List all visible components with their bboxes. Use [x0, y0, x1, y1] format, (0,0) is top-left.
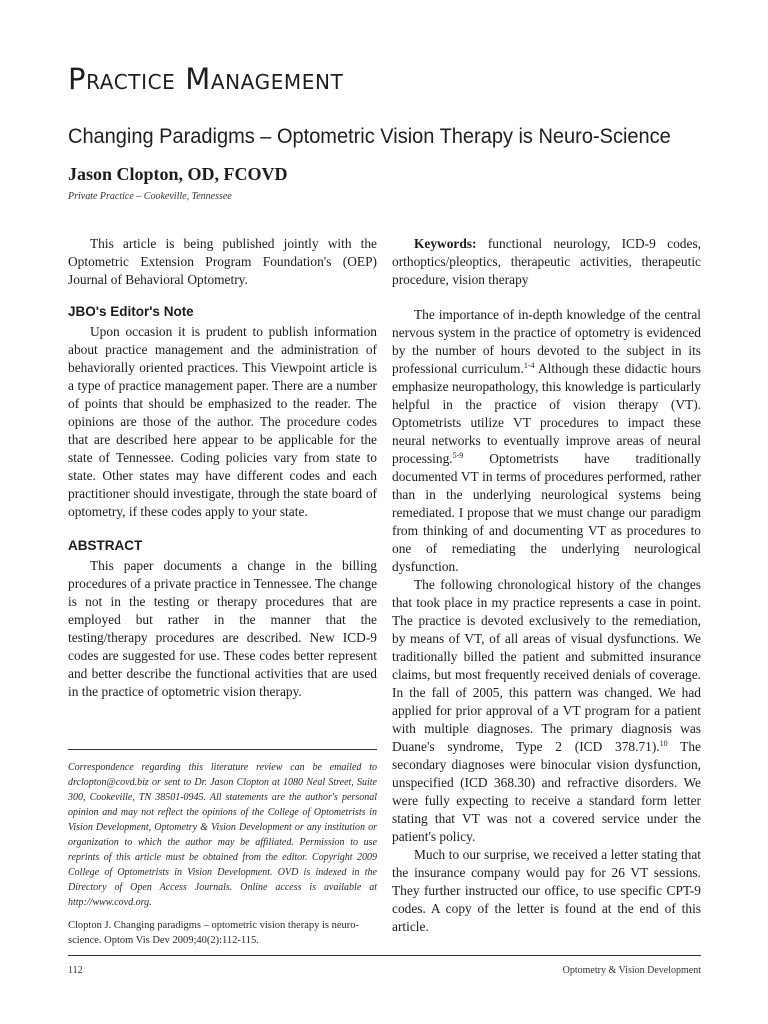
article-title: Changing Paradigms – Optometric Vision Therapy is Neuro-Science — [68, 124, 671, 148]
page-number: 112 — [68, 965, 83, 976]
footer-divider — [68, 955, 701, 956]
body-paragraph-2: The following chronological history of the changes that took place in my practice represents a case in point. The practice is devoted exclusively to the remediation, by means of VT, of all areas of visual dysfunctions. We traditionally billed the patient and submitted insurance claims, but most frequently received denials of coverage. In the fall of 2005, this pattern was changed. We had applied for prior approval of a VT program for a patient with multiple diagnoses. The primary diagnosis was Duane's syndrome, Type 2 (ICD 378.71).$^{10}$ The secondary diagnoses were binocular vision dysfunction, unspecified (ICD 368.30) and refractive disorders. We were fully expecting to receive a standard form letter stating that VT was not a covered service under the patient's policy. — [392, 577, 701, 844]
left-column — [68, 235, 377, 701]
keywords-line — [392, 235, 701, 289]
keywords-label: Keywords: — [414, 236, 477, 251]
editors-note-paragraph: Upon occasion it is prudent to publish information about practice management and the administration of behaviorally oriented practices. This Viewpoint article is a type of practice management paper. There are a number of points that should be emphasized to the reader. The opinions are those of the author. The procedure codes that are described here appear to be applicable for the state of Tennessee. Coding policies vary from state to state. Other states may have different codes and each practitioner should investigate, through the state board of optometry, if these codes apply to your state. — [68, 324, 377, 519]
citation-note: Clopton J. Changing paradigms – optometric vision therapy is neuro-science. Optom Vis Dev 2009;40(2):112-115. — [68, 920, 360, 946]
body-paragraph-1: The importance of in-depth knowledge of the central nervous system in the practice of optometry is evidenced by the number of hours devoted to the subject in its professional curriculum.$^{1-4}$ Although these didactic hours emphasize neuropathology, this knowledge is particularly helpful in the practice of vision therapy (VT). Optometrists utilize VT procedures to impact these neural networks to eventually improve areas of neural processing.$^{5-9}$ Optometrists have traditionally documented VT in terms of procedures performed, rather than in the underlying neurological systems being remediated. I propose that we must change our paradigm from thinking of and documenting VT as procedures to one of remediating the underlying neurological dysfunction. — [392, 307, 701, 574]
right-column — [392, 235, 701, 936]
body-paragraph-3: Much to our surprise, we received a letter stating that the insurance company would pay for 26 VT sessions. They further instructed our office, to use specific CPT-9 codes. A copy of the letter is found at the end of this article. — [392, 847, 701, 934]
reference-marker: 10 — [659, 739, 668, 748]
reference-marker: 1-4 — [523, 361, 535, 370]
author-affiliation: Private Practice – Cookeville, Tennessee — [68, 191, 232, 202]
section-label: Practice Management — [68, 62, 344, 96]
reference-marker: 5-9 — [452, 451, 464, 460]
footnote-divider — [68, 749, 377, 750]
journal-name: Optometry & Vision Development — [562, 965, 701, 976]
keywords-list: functional neurology, ICD-9 codes, orthoptics/pleoptics, therapeutic activities, therapeutic procedure, vision therapy — [392, 236, 701, 287]
intro-paragraph: This article is being published jointly with the Optometric Extension Program Foundation's (OEP) Journal of Behavioral Optometry. — [68, 236, 377, 287]
editors-note-heading: JBO's Editor's Note — [68, 304, 194, 319]
abstract-heading: ABSTRACT — [68, 538, 143, 553]
author-name: Jason Clopton, OD, FCOVD — [68, 164, 288, 184]
correspondence-note: Correspondence regarding this literature review can be emailed to drclopton@covd.biz or sent to Dr. Jason Clopton at 1080 Neal Street, Suite 300, Cookeville, TN 38501-0945. All statements are the author's personal opinion and may not reflect the opinions of the College of Optometrists in Vision Development, Optometry & Vision Development or any institution or organization to which the author may be affiliated. Permission to use reprints of this article must be obtained from the editor. Copyright 2009 College of Optometrists in Vision Development. OVD is indexed in the Directory of Open Access Journals. Online access is available at http://www.covd.org. — [68, 762, 377, 908]
abstract-paragraph: This paper documents a change in the billing procedures of a private practice in Tennessee. The change is not in the testing or therapy procedures that are employed but rather in the manner that the testing/therapy procedures are described. New ICD-9 codes are suggested for use. These codes better represent and better describe the functional activities that are used in the practice of optometric vision therapy. — [68, 558, 378, 699]
